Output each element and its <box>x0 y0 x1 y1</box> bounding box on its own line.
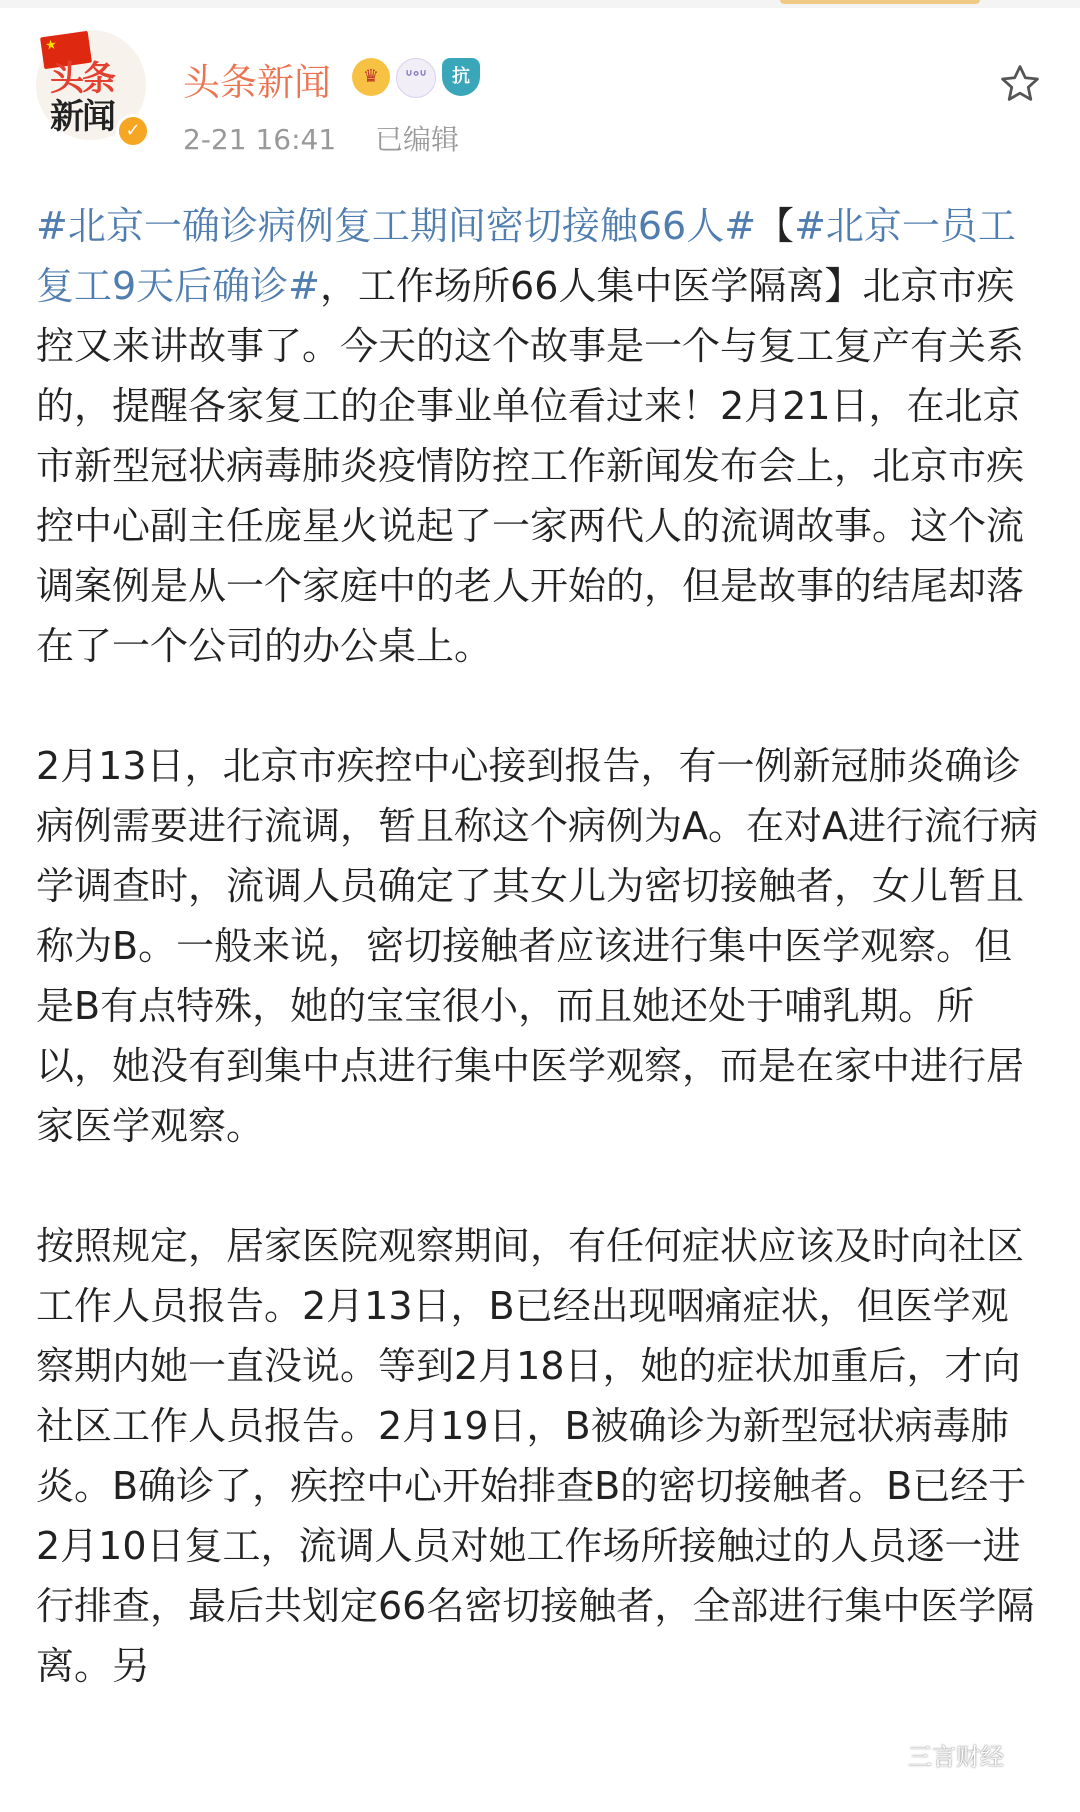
bracket-open: 【 <box>756 204 795 248</box>
avatar-line-2: 新闻 <box>50 97 114 137</box>
shield-badge-icon[interactable]: 抗 <box>442 58 480 96</box>
post-body <box>36 196 1046 1696</box>
hashtag-link[interactable]: #北京一确诊病例复工期间密切接触66人# <box>36 204 757 248</box>
favorite-star-icon[interactable] <box>998 62 1042 106</box>
watermark <box>870 1737 1004 1772</box>
top-strip <box>0 0 1080 8</box>
verified-icon: ✓ <box>116 114 150 148</box>
watermark-text: 三言财经 <box>908 1743 1004 1771</box>
hashtag-link[interactable]: #北京一员工复工9天后确诊# <box>36 204 1016 308</box>
wechat-icon <box>870 1744 900 1766</box>
rabbit-badge-icon[interactable]: ᐡᐤᐡ <box>396 58 436 98</box>
post-meta <box>183 118 459 158</box>
post-timestamp: 2-21 16:41 <box>183 123 337 156</box>
edited-label[interactable]: 已编辑 <box>375 123 460 156</box>
avatar[interactable] <box>36 30 146 140</box>
post-paragraph-1 <box>36 196 1046 676</box>
avatar-line-1: 头条 <box>50 59 114 99</box>
paragraph-1-text: ，工作场所66人集中医学隔离】北京市疾控又来讲故事了。今天的这个故事是一个与复工复产有关系的，提醒各家复工的企事业单位看过来！2月21日，在北京市新型冠状病毒肺炎疫情防控工作新闻发布会上，北京市疾控中心副主任庞星火说起了一家两代人的流调故事。这个流调案例是从一个家庭中的老人开始的，但是故事的结尾却落在了一个公司的办公桌上。 <box>36 264 1025 668</box>
top-strip-bar <box>780 0 980 4</box>
account-name[interactable]: 头条新闻 <box>183 61 331 104</box>
badge-row <box>352 58 480 98</box>
post-paragraph-2: 2月13日，北京市疾控中心接到报告，有一例新冠肺炎确诊病例需要进行流调，暂且称这个病例为A。在对A进行流行病学调查时，流调人员确定了其女儿为密切接触者，女儿暂且称为B。一般来说，密切接触者应该进行集中医学观察。但是B有点特殊，她的宝宝很小，而且她还处于哺乳期。所以，她没有到集中点进行集中医学观察，而是在家中进行居家医学观察。 <box>36 744 1038 1148</box>
post-paragraph-3: 按照规定，居家医院观察期间，有任何症状应该及时向社区工作人员报告。2月13日，B已经出现咽痛症状，但医学观察期内她一直没说。等到2月18日，她的症状加重后，才向社区工作人员报告。2月19日，B被确诊为新型冠状病毒肺炎。B确诊了，疾控中心开始排查B的密切接触者。B已经于2月10日复工，流调人员对她工作场所接触过的人员逐一进行排查，最后共划定66名密切接触者，全部进行集中医学隔离。另 <box>36 1224 1035 1688</box>
crown-badge-icon[interactable]: ♛ <box>352 58 390 96</box>
